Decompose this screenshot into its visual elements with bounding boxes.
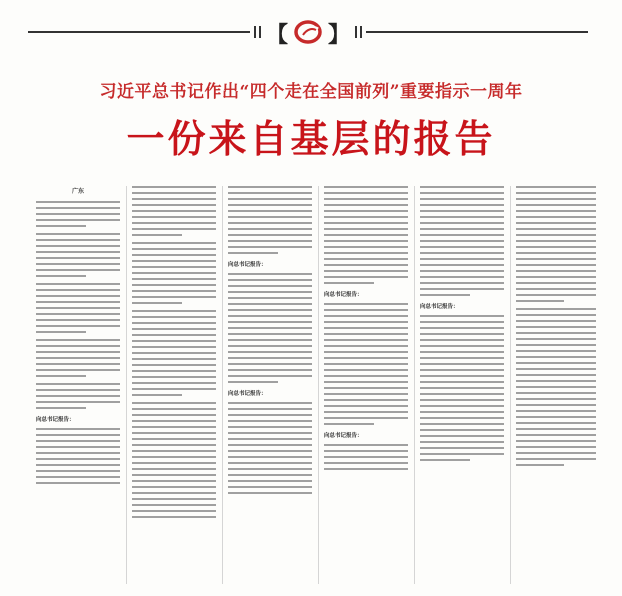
right-tick bbox=[355, 26, 357, 38]
column-divider bbox=[318, 186, 319, 584]
column-head: 广东 bbox=[71, 188, 84, 195]
section-emblem-icon bbox=[266, 18, 350, 46]
text-column-2 bbox=[132, 186, 216, 584]
right-rule bbox=[366, 31, 588, 33]
text-column-4 bbox=[324, 186, 408, 584]
paragraph bbox=[36, 428, 120, 484]
column-divider bbox=[126, 186, 127, 584]
section-heading: 向总书记报告： bbox=[228, 391, 267, 397]
paragraph bbox=[36, 339, 120, 377]
paragraph bbox=[132, 186, 216, 236]
text-column-1 bbox=[36, 186, 120, 584]
masthead-band bbox=[28, 22, 588, 48]
text-column-5 bbox=[420, 186, 504, 584]
section-heading: 向总书记报告： bbox=[420, 304, 459, 310]
left-tick bbox=[254, 26, 256, 38]
text-column-6 bbox=[516, 186, 596, 584]
section-heading: 向总书记报告： bbox=[228, 262, 267, 268]
column-divider bbox=[414, 186, 415, 584]
left-rule bbox=[28, 31, 250, 33]
right-tick bbox=[360, 26, 362, 38]
section-heading: 向总书记报告： bbox=[324, 292, 363, 298]
swirl-logo-icon bbox=[291, 19, 325, 45]
section-heading: 向总书记报告： bbox=[324, 433, 363, 439]
column-divider bbox=[222, 186, 223, 584]
paragraph bbox=[516, 308, 596, 466]
article-headline: 一份来自基层的报告 bbox=[126, 117, 496, 161]
paragraph bbox=[420, 186, 504, 296]
left-bracket-icon: 【 bbox=[266, 22, 289, 48]
paragraph bbox=[36, 383, 120, 409]
paragraph bbox=[324, 303, 408, 425]
paragraph bbox=[36, 283, 120, 333]
article-subtitle: 习近平总书记作出“四个走在全国前列”重要指示一周年 bbox=[99, 82, 523, 102]
paragraph bbox=[36, 233, 120, 277]
paragraph bbox=[36, 201, 120, 227]
paragraph bbox=[132, 310, 216, 396]
column-divider bbox=[510, 186, 511, 584]
right-bracket-icon: 】 bbox=[327, 22, 350, 48]
paragraph bbox=[132, 242, 216, 304]
paragraph bbox=[228, 273, 312, 383]
paragraph bbox=[228, 402, 312, 494]
text-column-3 bbox=[228, 186, 312, 584]
paragraph bbox=[228, 186, 312, 254]
paragraph bbox=[516, 186, 596, 302]
section-heading: 向总书记报告： bbox=[36, 417, 75, 423]
paragraph bbox=[420, 315, 504, 461]
left-tick bbox=[259, 26, 261, 38]
paragraph bbox=[324, 186, 408, 284]
paragraph bbox=[132, 402, 216, 518]
paragraph bbox=[324, 444, 408, 470]
